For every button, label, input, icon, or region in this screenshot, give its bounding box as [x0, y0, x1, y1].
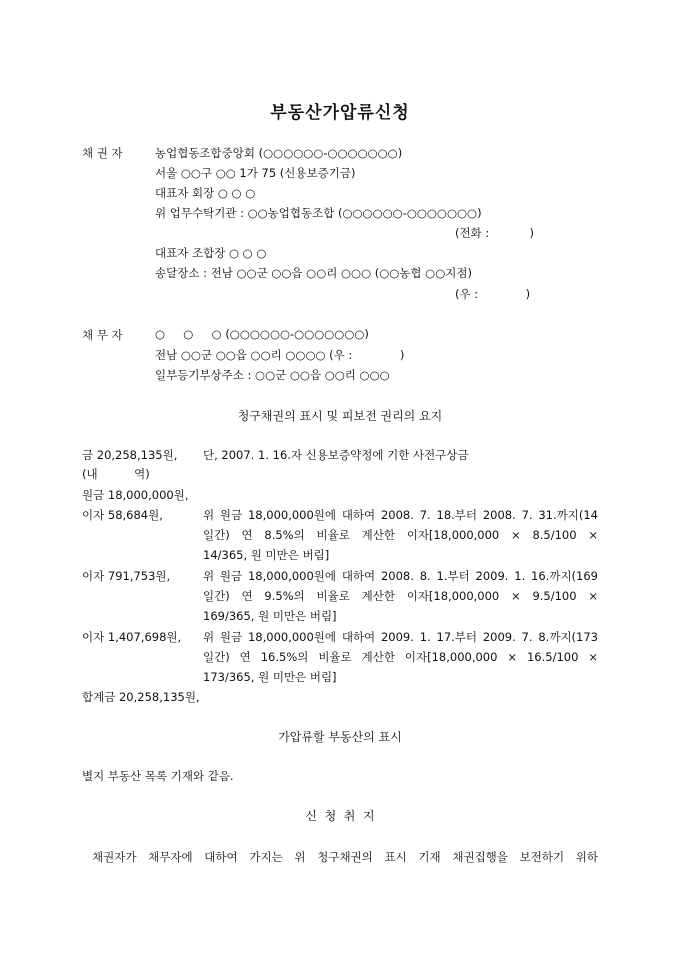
- interest-3-label: 이자 1,407,698원,: [82, 630, 182, 644]
- interest-2-line-1: 위 원금 18,000,000원에 대하여 2008. 8. 1.부터 2009. 1. 16.까지(169: [203, 569, 598, 583]
- debtor-name: ○ ○ ○ (○○○○○○-○○○○○○○): [155, 327, 369, 341]
- interest-2-line-3: 169/365, 원 미만은 버림]: [203, 609, 337, 623]
- claim-heading: 청구채권의 표시 및 피보전 권리의 요지: [237, 409, 443, 423]
- creditor-representative: 대표자 회장 ○ ○ ○: [155, 186, 256, 200]
- purpose-text: 채권자가 채무자에 대하여 가지는 위 청구채권의 표시 기재 채권집행을 보전하기 위하: [92, 850, 598, 864]
- debtor-address: 전남 ○○군 ○○읍 ○○리 ○○○○ (우 : ): [155, 348, 405, 362]
- creditor-label: 채 권 자: [82, 146, 123, 160]
- interest-1-line-3: 14/365, 원 미만은 버림]: [203, 548, 330, 562]
- creditor-address: 서울 ○○구 ○○ 1가 75 (신용보증기금): [155, 166, 356, 180]
- total-amount: 합계금 20,258,135원,: [82, 690, 200, 704]
- interest-1-line-2: 일간) 연 8.5%의 비율로 계산한 이자[18,000,000 × 8.5/100 ×: [203, 528, 598, 542]
- debtor-registry-address: 일부등기부상주소 : ○○군 ○○읍 ○○리 ○○○: [155, 368, 390, 382]
- interest-3-line-2: 일간) 연 16.5%의 비율로 계산한 이자[18,000,000 × 16.5/100 ×: [203, 650, 598, 664]
- debtor-label: 채 무 자: [82, 328, 123, 342]
- claim-amount-description: 단, 2007. 1. 16.자 신용보증약정에 기한 사전구상금: [203, 448, 469, 462]
- interest-1-label: 이자 58,684원,: [82, 508, 163, 522]
- property-text: 별지 부동산 목록 기재와 같음.: [82, 769, 234, 783]
- claim-amount: 금 20,258,135원,: [82, 448, 178, 462]
- creditor-phone: (전화 : ): [455, 226, 534, 240]
- purpose-heading: 신 청 취 지: [305, 809, 375, 823]
- breakdown-label: (내 역): [82, 467, 150, 481]
- interest-1-line-1: 위 원금 18,000,000원에 대하여 2008. 7. 18.부터 2008. 7. 31.까지(14: [203, 508, 598, 522]
- document-title: 부동산가압류신청: [270, 103, 410, 123]
- creditor-service-address: 송달장소 : 전남 ○○군 ○○읍 ○○리 ○○○ (○○농협 ○○지점): [155, 266, 472, 280]
- property-heading: 가압류할 부동산의 표시: [278, 730, 402, 744]
- interest-2-line-2: 일간) 연 9.5%의 비율로 계산한 이자[18,000,000 × 9.5/100 ×: [203, 589, 598, 603]
- interest-3-line-1: 위 원금 18,000,000원에 대하여 2009. 1. 17.부터 2009. 7. 8.까지(173: [203, 630, 598, 644]
- interest-2-label: 이자 791,753원,: [82, 569, 171, 583]
- interest-3-line-3: 173/365, 원 미만은 버림]: [203, 670, 337, 684]
- creditor-postal: (우 : ): [455, 287, 531, 301]
- creditor-agent: 위 업무수탁기관 : ○○농업협동조합 (○○○○○○-○○○○○○○): [155, 206, 482, 220]
- creditor-name: 농업협동조합중앙회 (○○○○○○-○○○○○○○): [155, 146, 403, 160]
- creditor-agent-representative: 대표자 조합장 ○ ○ ○: [155, 246, 267, 260]
- principal: 원금 18,000,000원,: [82, 488, 189, 502]
